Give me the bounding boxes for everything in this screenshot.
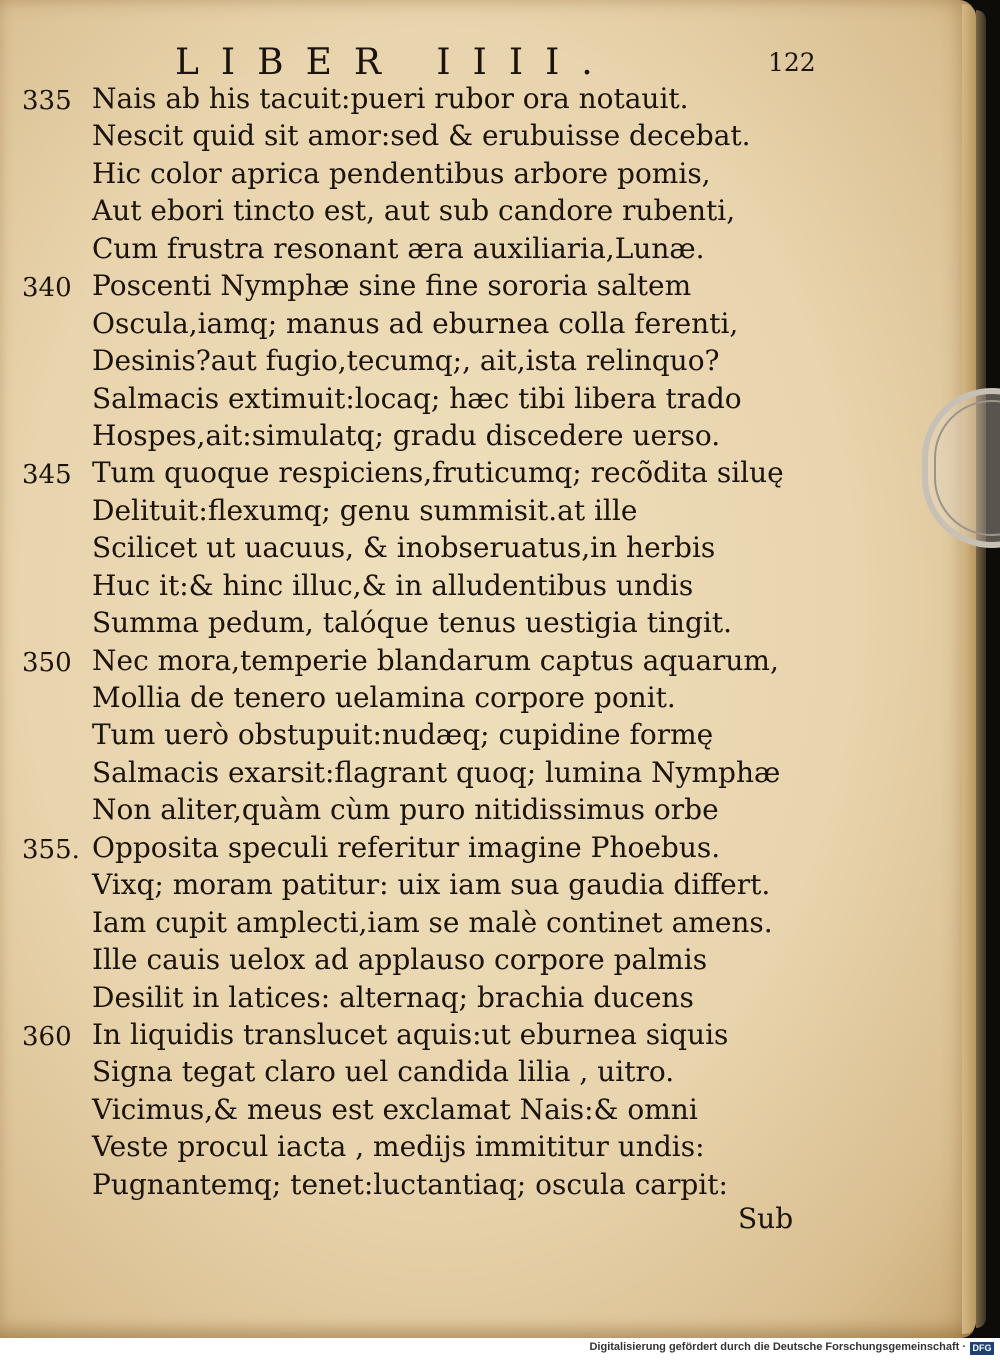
verse-text: Poscenti Nymphæ sine fine sororia saltem	[92, 269, 692, 303]
verse-line	[0, 192, 975, 229]
verse-text: Tum uerò obstupuit:nudæq; cupidine formę	[92, 718, 714, 752]
line-number: 345	[22, 460, 72, 491]
verse-text: Oscula,iamq; manus ad eburnea colla ferenti,	[92, 306, 739, 340]
book-block-edge	[976, 10, 986, 1328]
verse-line	[0, 567, 975, 604]
verse-line	[0, 155, 975, 192]
verse-line	[0, 716, 975, 753]
verse-text: Non aliter,quàm cùm puro nitidissimus orbe	[92, 793, 719, 827]
verse-line	[0, 904, 975, 941]
verse-line	[0, 754, 975, 791]
running-head: LIBER IIII.	[175, 42, 615, 83]
verse-line	[0, 454, 975, 491]
verse-line	[0, 305, 975, 342]
verse-text: Ille cauis uelox ad applauso corpore palmis	[92, 943, 708, 977]
verse-line	[0, 642, 975, 679]
verse-line	[0, 267, 975, 304]
verse-text: Salmacis extimuit:locaq; hæc tibi libera trado	[92, 381, 742, 415]
verse-line	[0, 492, 975, 529]
verse-text: Salmacis exarsit:flagrant quoq; lumina Nymphæ	[92, 755, 781, 789]
verse-text: Iam cupit amplecti,iam se malè continet amens.	[92, 905, 773, 939]
verse-line	[0, 1091, 975, 1128]
verse-line	[0, 979, 975, 1016]
verse-text: Tum quoque respiciens,fruticumq; recõdita siluę	[92, 456, 784, 490]
verse-line	[0, 80, 975, 117]
verse-text: Pugnantemq; tenet:luctantiaq; oscula carpit:	[92, 1167, 728, 1201]
folio-number: 122	[768, 48, 816, 77]
verse-line	[0, 230, 975, 267]
verse-text: Vicimus,& meus est exclamat Nais:& omni	[92, 1092, 698, 1126]
catchword: Sub	[738, 1202, 794, 1235]
dfg-logo-icon: DFG	[970, 1342, 994, 1355]
verse-line	[0, 941, 975, 978]
line-number: 350	[22, 647, 72, 678]
footer-bar	[0, 1338, 1000, 1360]
verse-list	[0, 80, 975, 1203]
verse-text: Desinis?aut fugio,tecumq;, ait,ista relinquo?	[92, 344, 720, 378]
line-number: 355.	[22, 834, 80, 865]
verse-line	[0, 1053, 975, 1090]
verse-text: Huc it:& hinc illuc,& in alludentibus undis	[92, 568, 694, 602]
line-number: 340	[22, 273, 72, 304]
verse-text: Desilit in latices: alternaq; brachia ducens	[92, 980, 694, 1014]
verse-line	[0, 117, 975, 154]
verse-text: Nec mora,temperie blandarum captus aquarum,	[92, 643, 779, 677]
verse-line	[0, 417, 975, 454]
line-number: 360	[22, 1021, 72, 1052]
verse-text: In liquidis translucet aquis:ut eburnea siquis	[92, 1017, 729, 1051]
page-fore-edge	[962, 4, 976, 1334]
verse-text: Hospes,ait:simulatq; gradu discedere uerso.	[92, 418, 721, 452]
verse-line	[0, 679, 975, 716]
verse-text: Opposita speculi referitur imagine Phoebus.	[92, 830, 721, 864]
verse-line	[0, 1016, 975, 1053]
verse-text: Aut ebori tincto est, aut sub candore rubenti,	[92, 194, 736, 228]
verse-text: Veste procul iacta , medijs immititur undis:	[92, 1130, 705, 1164]
verse-text: Cum frustra resonant æra auxiliaria,Lunæ.	[92, 231, 705, 265]
verse-line	[0, 829, 975, 866]
verse-line	[0, 866, 975, 903]
verse-text: Nais ab his tacuit:pueri rubor ora notauit.	[92, 82, 689, 115]
verse-line	[0, 791, 975, 828]
verse-text: Scilicet ut uacuus, & inobseruatus,in herbis	[92, 531, 716, 565]
verse-text: Nescit quid sit amor:sed & erubuisse decebat.	[92, 119, 751, 153]
verse-text: Vixq; moram patitur: uix iam sua gaudia differt.	[92, 868, 771, 902]
funding-credit: Digitalisierung gefördert durch die Deutsche Forschungsgemeinschaft ·	[589, 1341, 966, 1353]
verse-line	[0, 342, 975, 379]
verse-line	[0, 380, 975, 417]
verse-line	[0, 1166, 975, 1203]
line-number: 335	[22, 86, 72, 116]
verse-text: Mollia de tenero uelamina corpore ponit.	[92, 681, 676, 714]
verse-text: Summa pedum, talóque tenus uestigia tingit.	[92, 606, 732, 640]
verse-text: Signa tegat claro uel candida lilia , uitro.	[92, 1055, 675, 1089]
verse-text: Hic color aprica pendentibus arbore pomis,	[92, 156, 711, 190]
verse-line	[0, 529, 975, 566]
verse-text: Delituit:flexumq; genu summisit.at ille	[92, 493, 638, 527]
verse-line	[0, 604, 975, 641]
verse-line	[0, 1128, 975, 1165]
